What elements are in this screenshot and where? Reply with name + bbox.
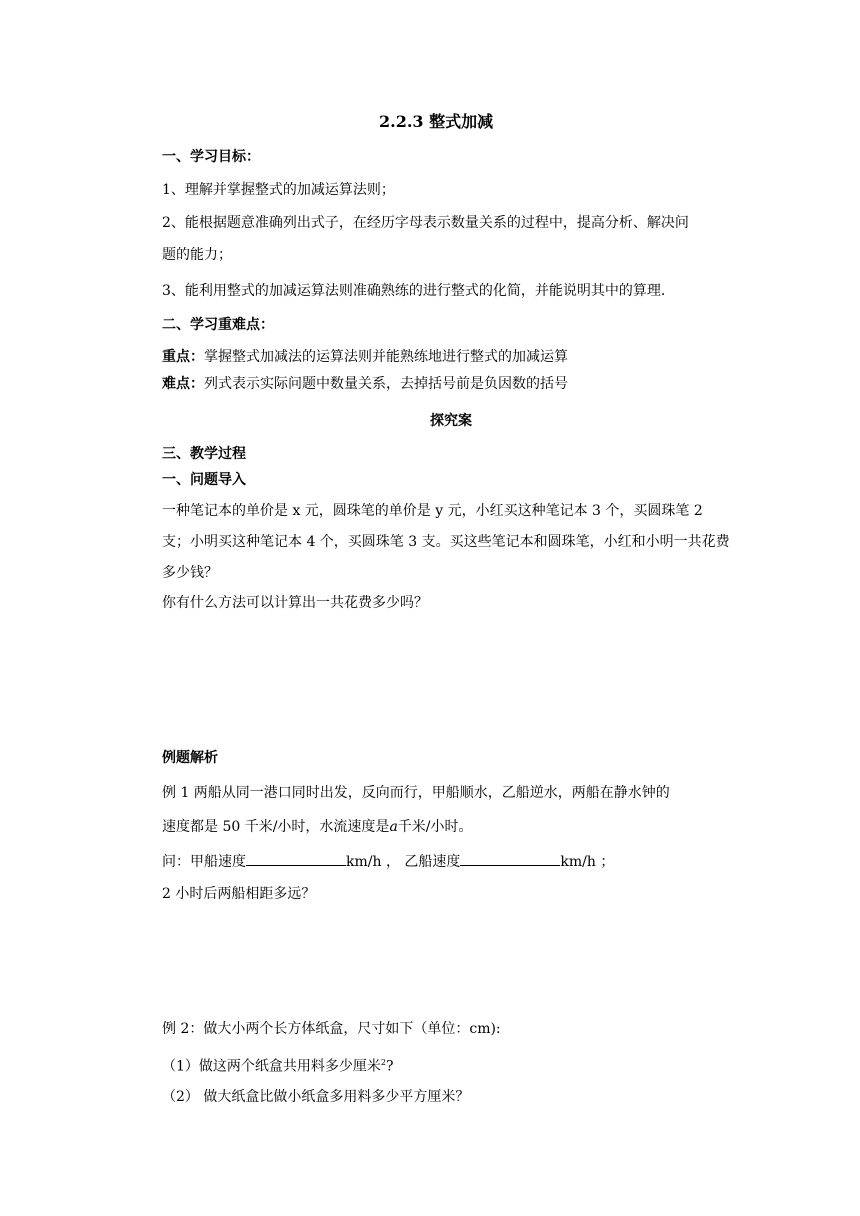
- key-point-label: 重点：: [162, 349, 204, 365]
- example-1-question: [162, 851, 614, 871]
- example-2-question-1: [162, 1054, 394, 1076]
- unit-label-1: km/h ， 乙船速度: [346, 854, 461, 870]
- section-heading-process: 三、教学过程: [162, 446, 246, 462]
- variable-a: a: [389, 819, 398, 835]
- difficult-point: [162, 375, 568, 393]
- q1-superscript: 2: [380, 1058, 387, 1067]
- unit-label-2: km/h ；: [560, 854, 615, 870]
- problem-line-1: 一种笔记本的单价是 x 元，圆珠笔的单价是 y 元，小红买这种笔记本 3 个，买圆珠笔 2: [162, 503, 703, 519]
- goal-item-2-line-2: 题的能力；: [162, 247, 232, 263]
- page-title: 2.2.3 整式加减: [379, 112, 494, 131]
- section-heading-goals: 一、学习目标：: [162, 149, 260, 165]
- example-1-line-1: 例 1 两船从同一港口同时出发，反向而行，甲船顺水，乙船逆水，两船在静水钟的: [162, 785, 670, 801]
- example-1-question-2: 2 小时后两船相距多远？: [162, 886, 316, 902]
- goal-item-2-line-1: 2、能根据题意准确列出式子，在经历字母表示数量关系的过程中，提高分析、解决问: [162, 215, 689, 231]
- key-point-text: 掌握整式加减法的运算法则并能熟练地进行整式的加减运算: [204, 349, 568, 365]
- goal-item-3: 3、能利用整式的加减运算法则准确熟练的进行整式的化简，并能说明其中的算理.: [162, 283, 666, 299]
- examples-heading: 例题解析: [162, 750, 218, 766]
- question-label: 问：甲船速度: [162, 854, 246, 870]
- example-2-line-1: 例 2：做大小两个长方体纸盒，尺寸如下（单位：cm):: [162, 1021, 501, 1037]
- example-1-text-a: 速度都是 50 千米/小时，水流速度是: [162, 819, 390, 835]
- blank-speed-a: [246, 851, 346, 866]
- section-heading-keypoints: 二、学习重难点：: [162, 317, 274, 333]
- example-2-question-2: （2） 做大纸盒比做小纸盒多用料多少平方厘米？: [162, 1089, 470, 1105]
- problem-line-2: 支；小明买这种笔记本 4 个，买圆珠笔 3 支。买这些笔记本和圆珠笔，小红和小明一共花费: [162, 534, 730, 550]
- explore-title: 探究案: [430, 413, 472, 429]
- difficult-point-label: 难点：: [162, 376, 204, 392]
- problem-question: 你有什么方法可以计算出一共花费多少吗？: [162, 595, 428, 611]
- example-1-line-2: [162, 818, 473, 836]
- key-point: [162, 348, 568, 366]
- q1-mark: ?: [386, 1058, 394, 1075]
- example-1-text-b: 千米/小时。: [397, 819, 473, 835]
- goal-item-1: 1、理解并掌握整式的加减运算法则；: [162, 182, 395, 198]
- subheading-intro: 一、问题导入: [162, 472, 246, 488]
- q1-text: （1）做这两个纸盒共用料多少厘米: [162, 1058, 381, 1075]
- problem-line-3: 多少钱？: [162, 565, 218, 581]
- difficult-point-text: 列式表示实际问题中数量关系，去掉括号前是负因数的括号: [204, 376, 568, 392]
- blank-speed-b: [460, 851, 560, 866]
